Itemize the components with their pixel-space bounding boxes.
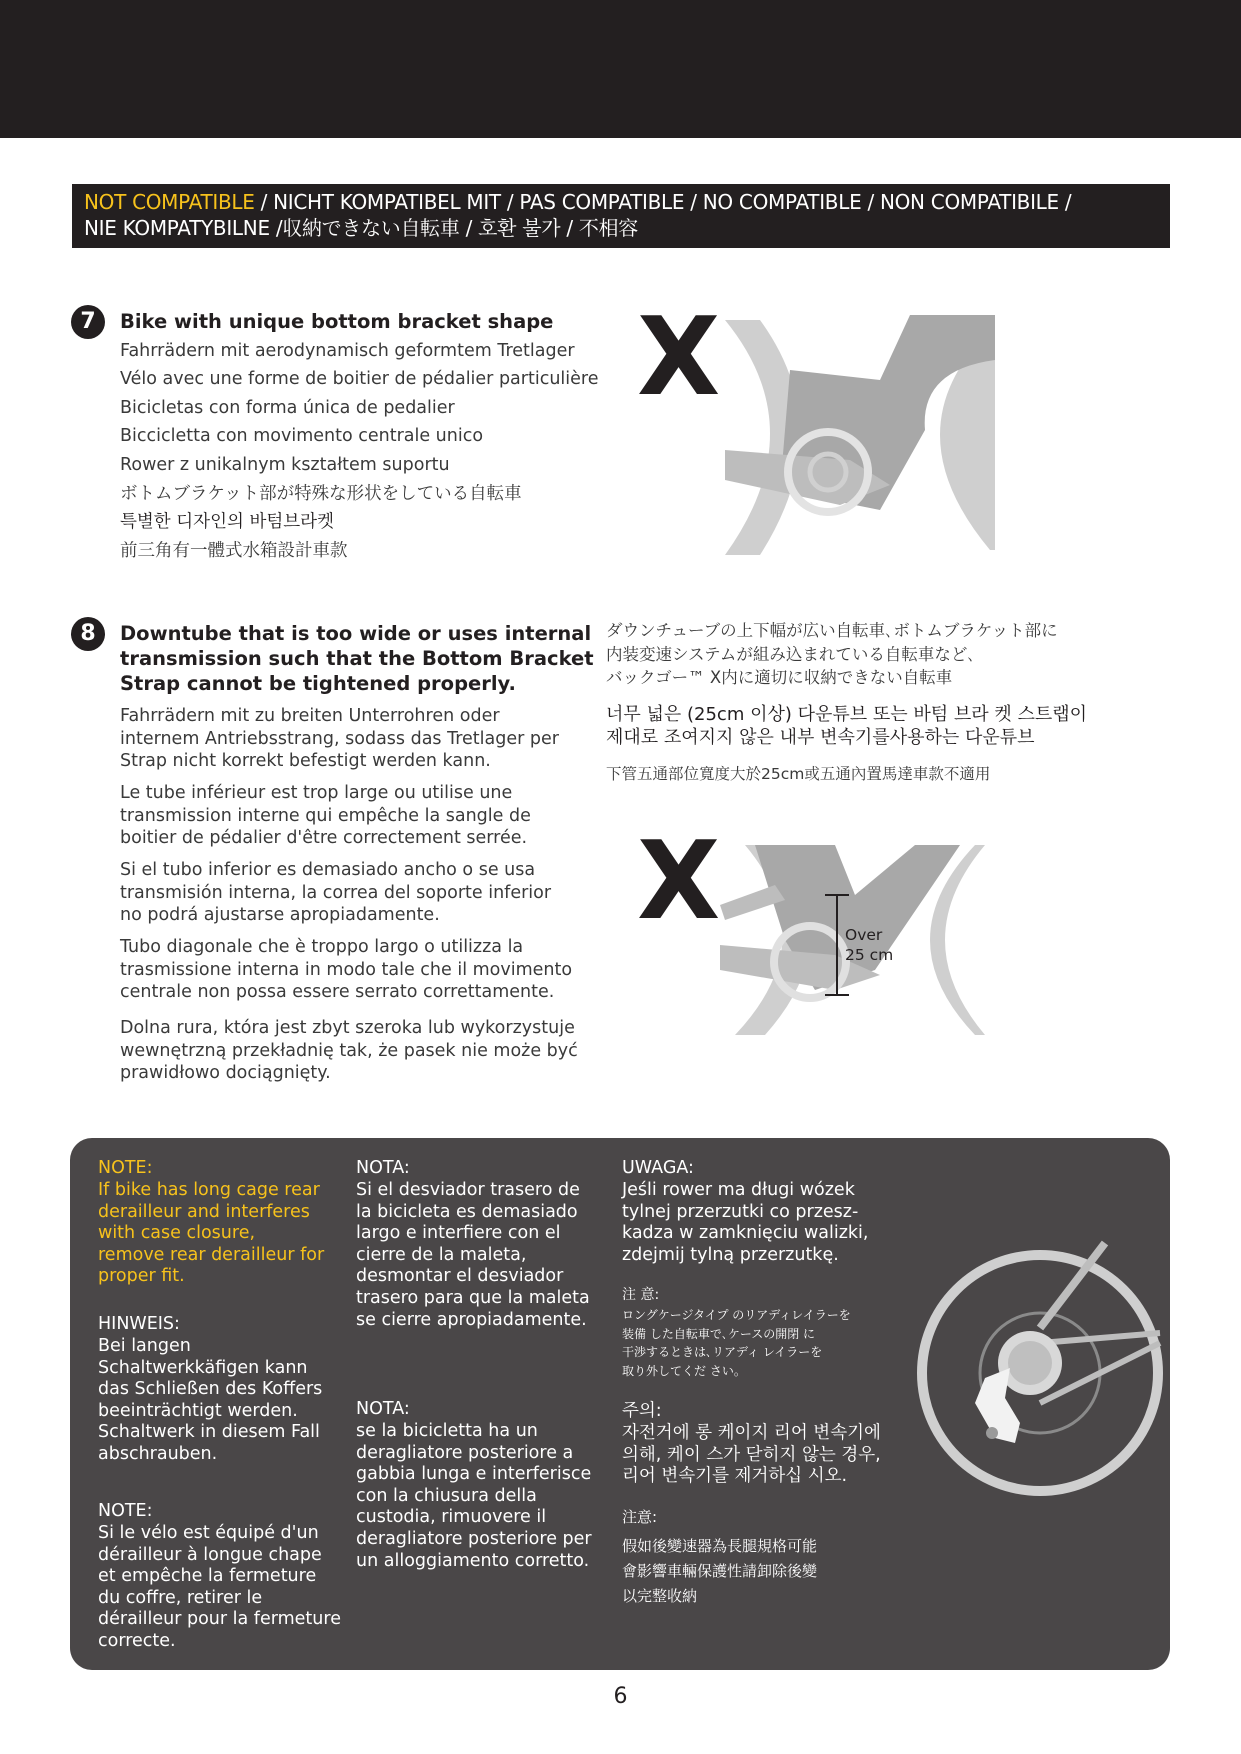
item-7-line: ボトムブラケット部が特殊な形状をしている自転車 (120, 483, 522, 504)
note-it-heading: NOTA: (356, 1399, 410, 1419)
item-8-es: Si el tubo inferior es demasiado ancho o se usa transmisión interna, la correa del soporte inferior no podrá ajustarse apropiadamente. (120, 860, 552, 926)
note-en-heading: NOTE: (98, 1158, 153, 1178)
note-pl-heading: UWAGA: (622, 1158, 694, 1178)
incompatible-x-mark: X (637, 819, 721, 944)
banner-line1: / NICHT KOMPATIBEL MIT / PAS COMPATIBLE / NO COMPATIBLE / NON COMPATIBILE / (254, 190, 1072, 214)
item-7-line: Fahrrädern mit aerodynamisch geformtem Tretlager (120, 340, 575, 361)
rear-derailleur-illustration (890, 1228, 1170, 1518)
note-panel (70, 1138, 1170, 1670)
item-8-de: Fahrrädern mit zu breiten Unterrohren oder internem Antriebsstrang, sodass das Tretlager per Strap nicht korrekt befestigt werden kann. (120, 706, 559, 772)
page-number: 6 (613, 1684, 628, 1709)
note-fr-heading: NOTE: (98, 1501, 153, 1521)
item-7-line: Rower z unikalnym kształtem suportu (120, 454, 450, 475)
measure-label: Over 25 cm (845, 926, 894, 964)
item-8-fr: Le tube inférieur est trop large ou utilise une transmission interne qui empêche la sangle de boitier de pédalier d'être correctement serrée. (120, 783, 531, 849)
note-en-body: If bike has long cage rear derailleur and interferes with case closure, remove rear derailleur for proper fit. (98, 1180, 325, 1287)
item-8-kr: 너무 넓은 (25cm 이상) 다운튜브 또는 바텀 브라 켓 스트랩이 제대로 조여지지 않은 내부 변속기를사용하는 다운튜브 (606, 704, 1088, 748)
item-7-text (120, 308, 598, 565)
item-7-line: Bicicletas con forma única de pedalier (120, 397, 455, 418)
item-7-line: 前三角有一體式水箱設計車款 (120, 540, 348, 561)
note-it-body: se la bicicletta ha un deragliatore posteriore a gabbia lunga e interferisce con la chiusura della custodia, rimuovere il deragliatore posteriore per un alloggiamento corretto. (356, 1421, 592, 1571)
note-de-body: Bei langen Schaltwerkkäfigen kann das Schließen des Koffers beeinträchtigt werden. Schaltwerk in diesem Fall abschrauben. (98, 1336, 323, 1464)
note-cn-heading: 注意: (622, 1508, 658, 1526)
top-bar (0, 0, 1241, 138)
banner-highlight: NOT COMPATIBLE (84, 190, 255, 214)
note-kr-body: 자전거에 롱 케이지 리어 변속기에 의해, 케이 스가 닫히지 않는 경우, 리어 변속기를 제거하십 시오. (622, 1423, 881, 1487)
incompatible-x-mark: X (637, 295, 721, 420)
not-compatible-banner (72, 184, 1170, 248)
item-7-number: 7 (71, 305, 105, 339)
item-8-pl: Dolna rura, która jest zbyt szeroka lub wykorzystuje wewnętrzną przekładnię tak, że pasek nie może być prawidłowo dociągnięty. (120, 1018, 578, 1084)
item-8-it: Tubo diagonale che è troppo largo o utilizza la trasmissione interna in modo tale che il movimento centrale non possa essere serrato correttamente. (120, 937, 573, 1003)
note-jp-heading: 注 意: (622, 1287, 660, 1303)
note-fr-body: Si le vélo est équipé d'un dérailleur à longue chape et empêche la fermeture du coffre, retirer le dérailleur pour la fermeture correcte. (98, 1523, 341, 1651)
note-cn-body: 假如後變速器為長腿規格可能 會影響車輛保護性請卸除後變 以完整收納 (622, 1537, 818, 1605)
note-es-body: Si el desviador trasero de la bicicleta es demasiado largo e interfiere con el cierre de la maleta, desmontar el desviador trasero para que la maleta se cierre apropiadamente. (356, 1180, 590, 1330)
note-jp-body: ロングケージタイプ のリアディレイラーを 装備 した自転車で､ケースの開閉 に 干渉するときは､リアディ レイラーを 取り外してくだ さい｡ (622, 1308, 851, 1378)
note-de-heading: HINWEIS: (98, 1314, 180, 1334)
banner-line2: NIE KOMPATYBILNE /収納できない自転車 / 호환 불가 / 不相容 (84, 216, 638, 240)
note-pl-body: Jeśli rower ma długi wózek tylnej przerzutki co przesz- kadza w zamknięciu walizki, zdejmij tylną przerzutkę. (622, 1180, 869, 1265)
item-8-jp: ダウンチューブの上下幅が広い自転車､ボトムブラケット部に 内装変速システムが組み込まれている自転車など､ バックゴー™ X内に適切に収納できない自転車 (606, 621, 1058, 687)
item-7-line: 특별한 디자인의 바텀브라켓 (120, 512, 334, 533)
item-7-line: Biccicletta con movimento centrale unico (120, 426, 484, 447)
item-8-number: 8 (71, 617, 105, 651)
item-7-title: Bike with unique bottom bracket shape (120, 310, 554, 333)
note-kr-heading: 주의: (622, 1401, 662, 1421)
bottom-bracket-illustration (720, 310, 1000, 560)
item-8-cn: 下管五通部位寬度大於25cm或五通內置馬達車款不適用 (606, 765, 991, 783)
item-8-title: Downtube that is too wide or uses internal transmission such that the Bottom Bracket Strap cannot be tightened properly. (120, 622, 594, 695)
item-7-line: Vélo avec une forme de boitier de pédalier particulière (120, 369, 599, 390)
note-es-heading: NOTA: (356, 1158, 410, 1178)
